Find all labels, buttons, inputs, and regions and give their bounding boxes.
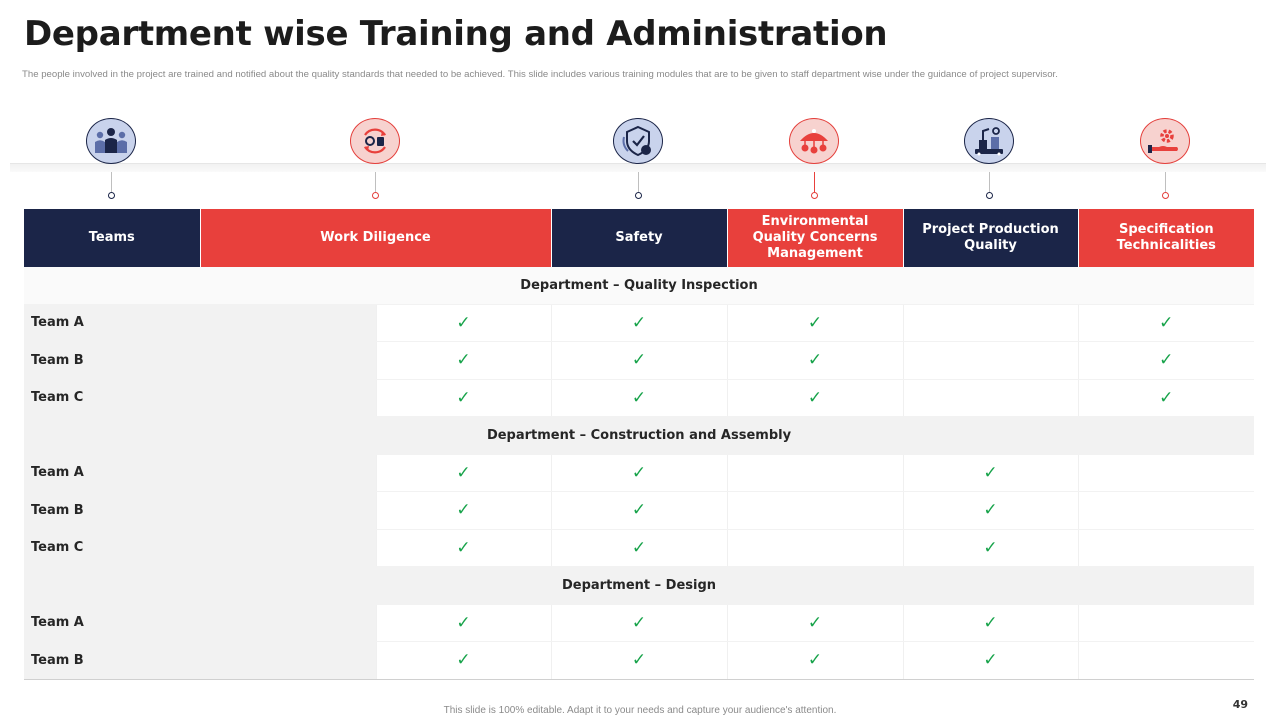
check-cell <box>1078 342 1254 380</box>
department-label: Department – Design <box>24 567 1254 605</box>
check-cell <box>551 492 727 530</box>
table-row <box>24 379 1254 417</box>
check-cell <box>551 604 727 642</box>
table-header-row <box>24 209 1254 267</box>
checkmark-icon: ✓ <box>983 612 998 633</box>
training-matrix-table <box>24 209 1254 680</box>
check-cell <box>727 492 903 530</box>
check-cell <box>903 304 1078 342</box>
check-cell <box>727 379 903 417</box>
icon-marker-production-quality <box>960 116 1020 206</box>
check-cell <box>551 454 727 492</box>
check-cell <box>727 529 903 567</box>
check-cell <box>1078 529 1254 567</box>
check-cell <box>1078 492 1254 530</box>
slide-title: Department wise Training and Administration <box>24 14 888 54</box>
checkmark-icon: ✓ <box>631 612 647 633</box>
checkmark-icon: ✓ <box>456 350 471 371</box>
checkmark-icon: ✓ <box>1159 350 1174 371</box>
checkmark-icon: ✓ <box>807 312 823 333</box>
check-cell <box>551 379 727 417</box>
department-row <box>24 417 1254 455</box>
check-cell <box>1078 642 1254 680</box>
checkmark-icon: ✓ <box>631 312 647 333</box>
checkmark-icon: ✓ <box>983 462 998 483</box>
check-cell <box>727 342 903 380</box>
team-name: Team B <box>24 492 376 530</box>
team-name: Team A <box>24 454 376 492</box>
process-cycle-icon <box>350 118 400 164</box>
team-name: Team B <box>24 342 376 380</box>
checkmark-icon: ✓ <box>1159 387 1174 408</box>
checkmark-icon: ✓ <box>456 650 471 671</box>
checkmark-icon: ✓ <box>983 537 998 558</box>
check-cell <box>727 304 903 342</box>
checkmark-icon: ✓ <box>631 462 647 483</box>
check-cell <box>903 529 1078 567</box>
checkmark-icon: ✓ <box>456 500 471 521</box>
checkmark-icon: ✓ <box>631 500 647 521</box>
check-cell <box>903 642 1078 680</box>
icon-marker-specification <box>1136 116 1196 206</box>
check-cell <box>376 454 551 492</box>
team-name: Team B <box>24 642 376 680</box>
check-cell <box>376 342 551 380</box>
check-cell <box>376 492 551 530</box>
check-cell <box>376 604 551 642</box>
header-work-diligence: Work Diligence <box>200 209 551 267</box>
icon-marker-environmental <box>785 116 845 206</box>
table-row <box>24 642 1254 680</box>
team-name: Team A <box>24 604 376 642</box>
check-cell <box>551 304 727 342</box>
header-specification-technicalities: Specification Technicalities <box>1078 209 1254 267</box>
check-cell <box>376 642 551 680</box>
table-row <box>24 604 1254 642</box>
table-row <box>24 304 1254 342</box>
checkmark-icon: ✓ <box>456 612 471 633</box>
check-cell <box>903 604 1078 642</box>
checkmark-icon: ✓ <box>807 387 823 408</box>
checkmark-icon: ✓ <box>983 500 998 521</box>
environment-icon <box>789 118 839 164</box>
production-quality-icon <box>964 118 1014 164</box>
check-cell <box>903 454 1078 492</box>
check-cell <box>376 304 551 342</box>
team-name: Team C <box>24 379 376 417</box>
check-cell <box>727 604 903 642</box>
table-body <box>24 267 1254 679</box>
checkmark-icon: ✓ <box>456 312 471 333</box>
check-cell <box>376 379 551 417</box>
team-name: Team C <box>24 529 376 567</box>
checkmark-icon: ✓ <box>1159 312 1174 333</box>
icon-marker-safety <box>609 116 669 206</box>
table-row <box>24 492 1254 530</box>
safety-shield-icon <box>613 118 663 164</box>
check-cell <box>1078 379 1254 417</box>
header-project-production-quality: Project Production Quality <box>903 209 1078 267</box>
technical-specification-icon <box>1140 118 1190 164</box>
checkmark-icon: ✓ <box>807 650 823 671</box>
checkmark-icon: ✓ <box>983 650 998 671</box>
check-cell <box>727 642 903 680</box>
check-cell <box>903 492 1078 530</box>
check-cell <box>1078 454 1254 492</box>
check-cell <box>376 529 551 567</box>
check-cell <box>551 342 727 380</box>
checkmark-icon: ✓ <box>631 350 647 371</box>
check-cell <box>727 454 903 492</box>
icon-marker-work-diligence <box>346 116 406 206</box>
checkmark-icon: ✓ <box>631 387 647 408</box>
checkmark-icon: ✓ <box>631 537 647 558</box>
department-row <box>24 567 1254 605</box>
table-row <box>24 342 1254 380</box>
check-cell <box>551 642 727 680</box>
footer-note: This slide is 100% editable. Adapt it to your needs and capture your audience's attention. <box>443 705 837 716</box>
page-number: 49 <box>1232 698 1248 711</box>
icon-marker-teams <box>82 116 142 206</box>
checkmark-icon: ✓ <box>807 350 823 371</box>
department-row <box>24 267 1254 304</box>
team-icon <box>86 118 136 164</box>
check-cell <box>903 379 1078 417</box>
header-teams: Teams <box>24 209 200 267</box>
table-row <box>24 454 1254 492</box>
table-row <box>24 529 1254 567</box>
header-environmental-quality: Environmental Quality Concerns Management <box>727 209 903 267</box>
team-name: Team A <box>24 304 376 342</box>
checkmark-icon: ✓ <box>456 537 471 558</box>
checkmark-icon: ✓ <box>456 387 471 408</box>
header-safety: Safety <box>551 209 727 267</box>
check-cell <box>1078 304 1254 342</box>
check-cell <box>903 342 1078 380</box>
department-label: Department – Quality Inspection <box>24 267 1254 304</box>
department-label: Department – Construction and Assembly <box>24 417 1254 455</box>
checkmark-icon: ✓ <box>807 612 823 633</box>
checkmark-icon: ✓ <box>456 462 471 483</box>
slide-subtitle: The people involved in the project are trained and notified about the quality standards that needed to be achieved. This slide includes various training modules that are to be given to staff department wise under the guidance of project supervisor. <box>22 69 1058 80</box>
checkmark-icon: ✓ <box>631 650 647 671</box>
check-cell <box>1078 604 1254 642</box>
check-cell <box>551 529 727 567</box>
